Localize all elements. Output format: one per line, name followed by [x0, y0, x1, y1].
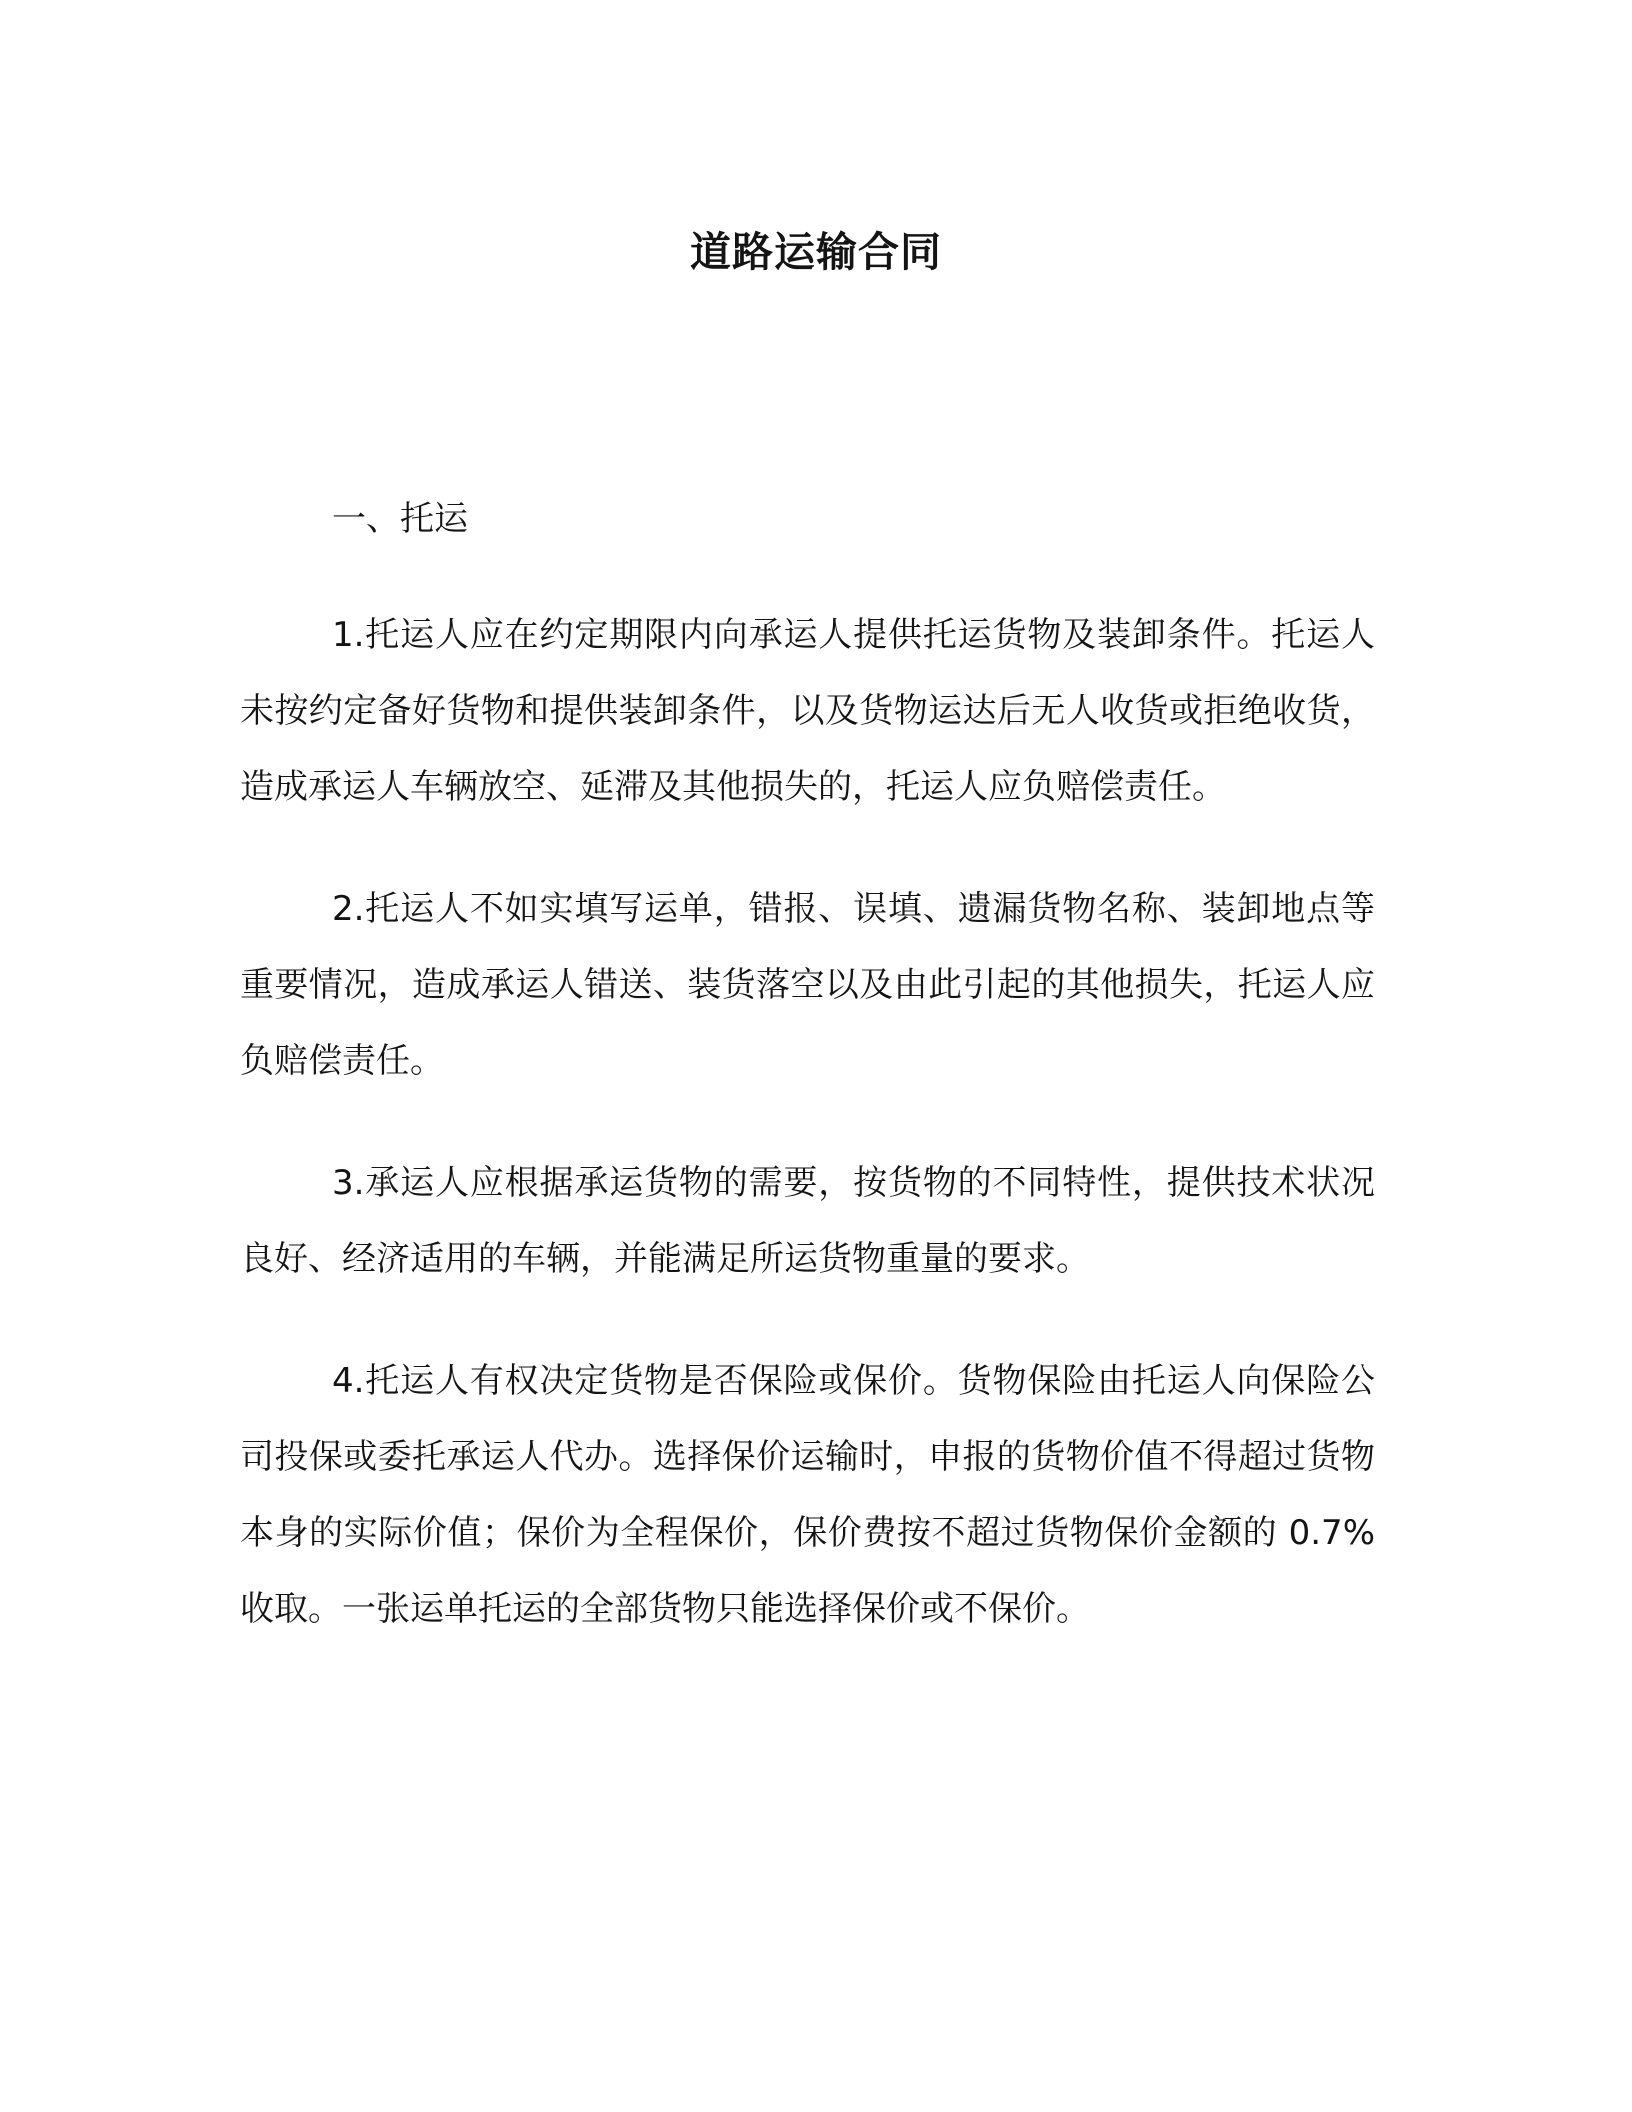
clause-4: 4.托运人有权决定货物是否保险或保价。货物保险由托运人向保险公司投保或委托承运人代办。选择保价运输时，申报的货物价值不得超过货物本身的实际价值；保价为全程保价，保价费按不超过货物保价金额的 0.7%收取。一张运单托运的全部货物只能选择保价或不保价。 — [240, 1361, 1375, 1629]
clause-2: 2.托运人不如实填写运单，错报、误填、遗漏货物名称、装卸地点等重要情况，造成承运人错送、装货落空以及由此引起的其他损失，托运人应负赔偿责任。 — [240, 889, 1375, 1081]
document-title: 道路运输合同 — [690, 228, 942, 276]
clause-3: 3.承运人应根据承运货物的需要，按货物的不同特性，提供技术状况良好、经济适用的车辆，并能满足所运货物重量的要求。 — [240, 1163, 1375, 1279]
section-heading: 一、托运 — [332, 499, 468, 539]
clause-1: 1.托运人应在约定期限内向承运人提供托运货物及装卸条件。托运人未按约定备好货物和提供装卸条件，以及货物运达后无人收货或拒绝收货，造成承运人车辆放空、延滞及其他损失的，托运人应负赔偿责任。 — [240, 615, 1375, 807]
section-body — [240, 597, 1375, 1693]
